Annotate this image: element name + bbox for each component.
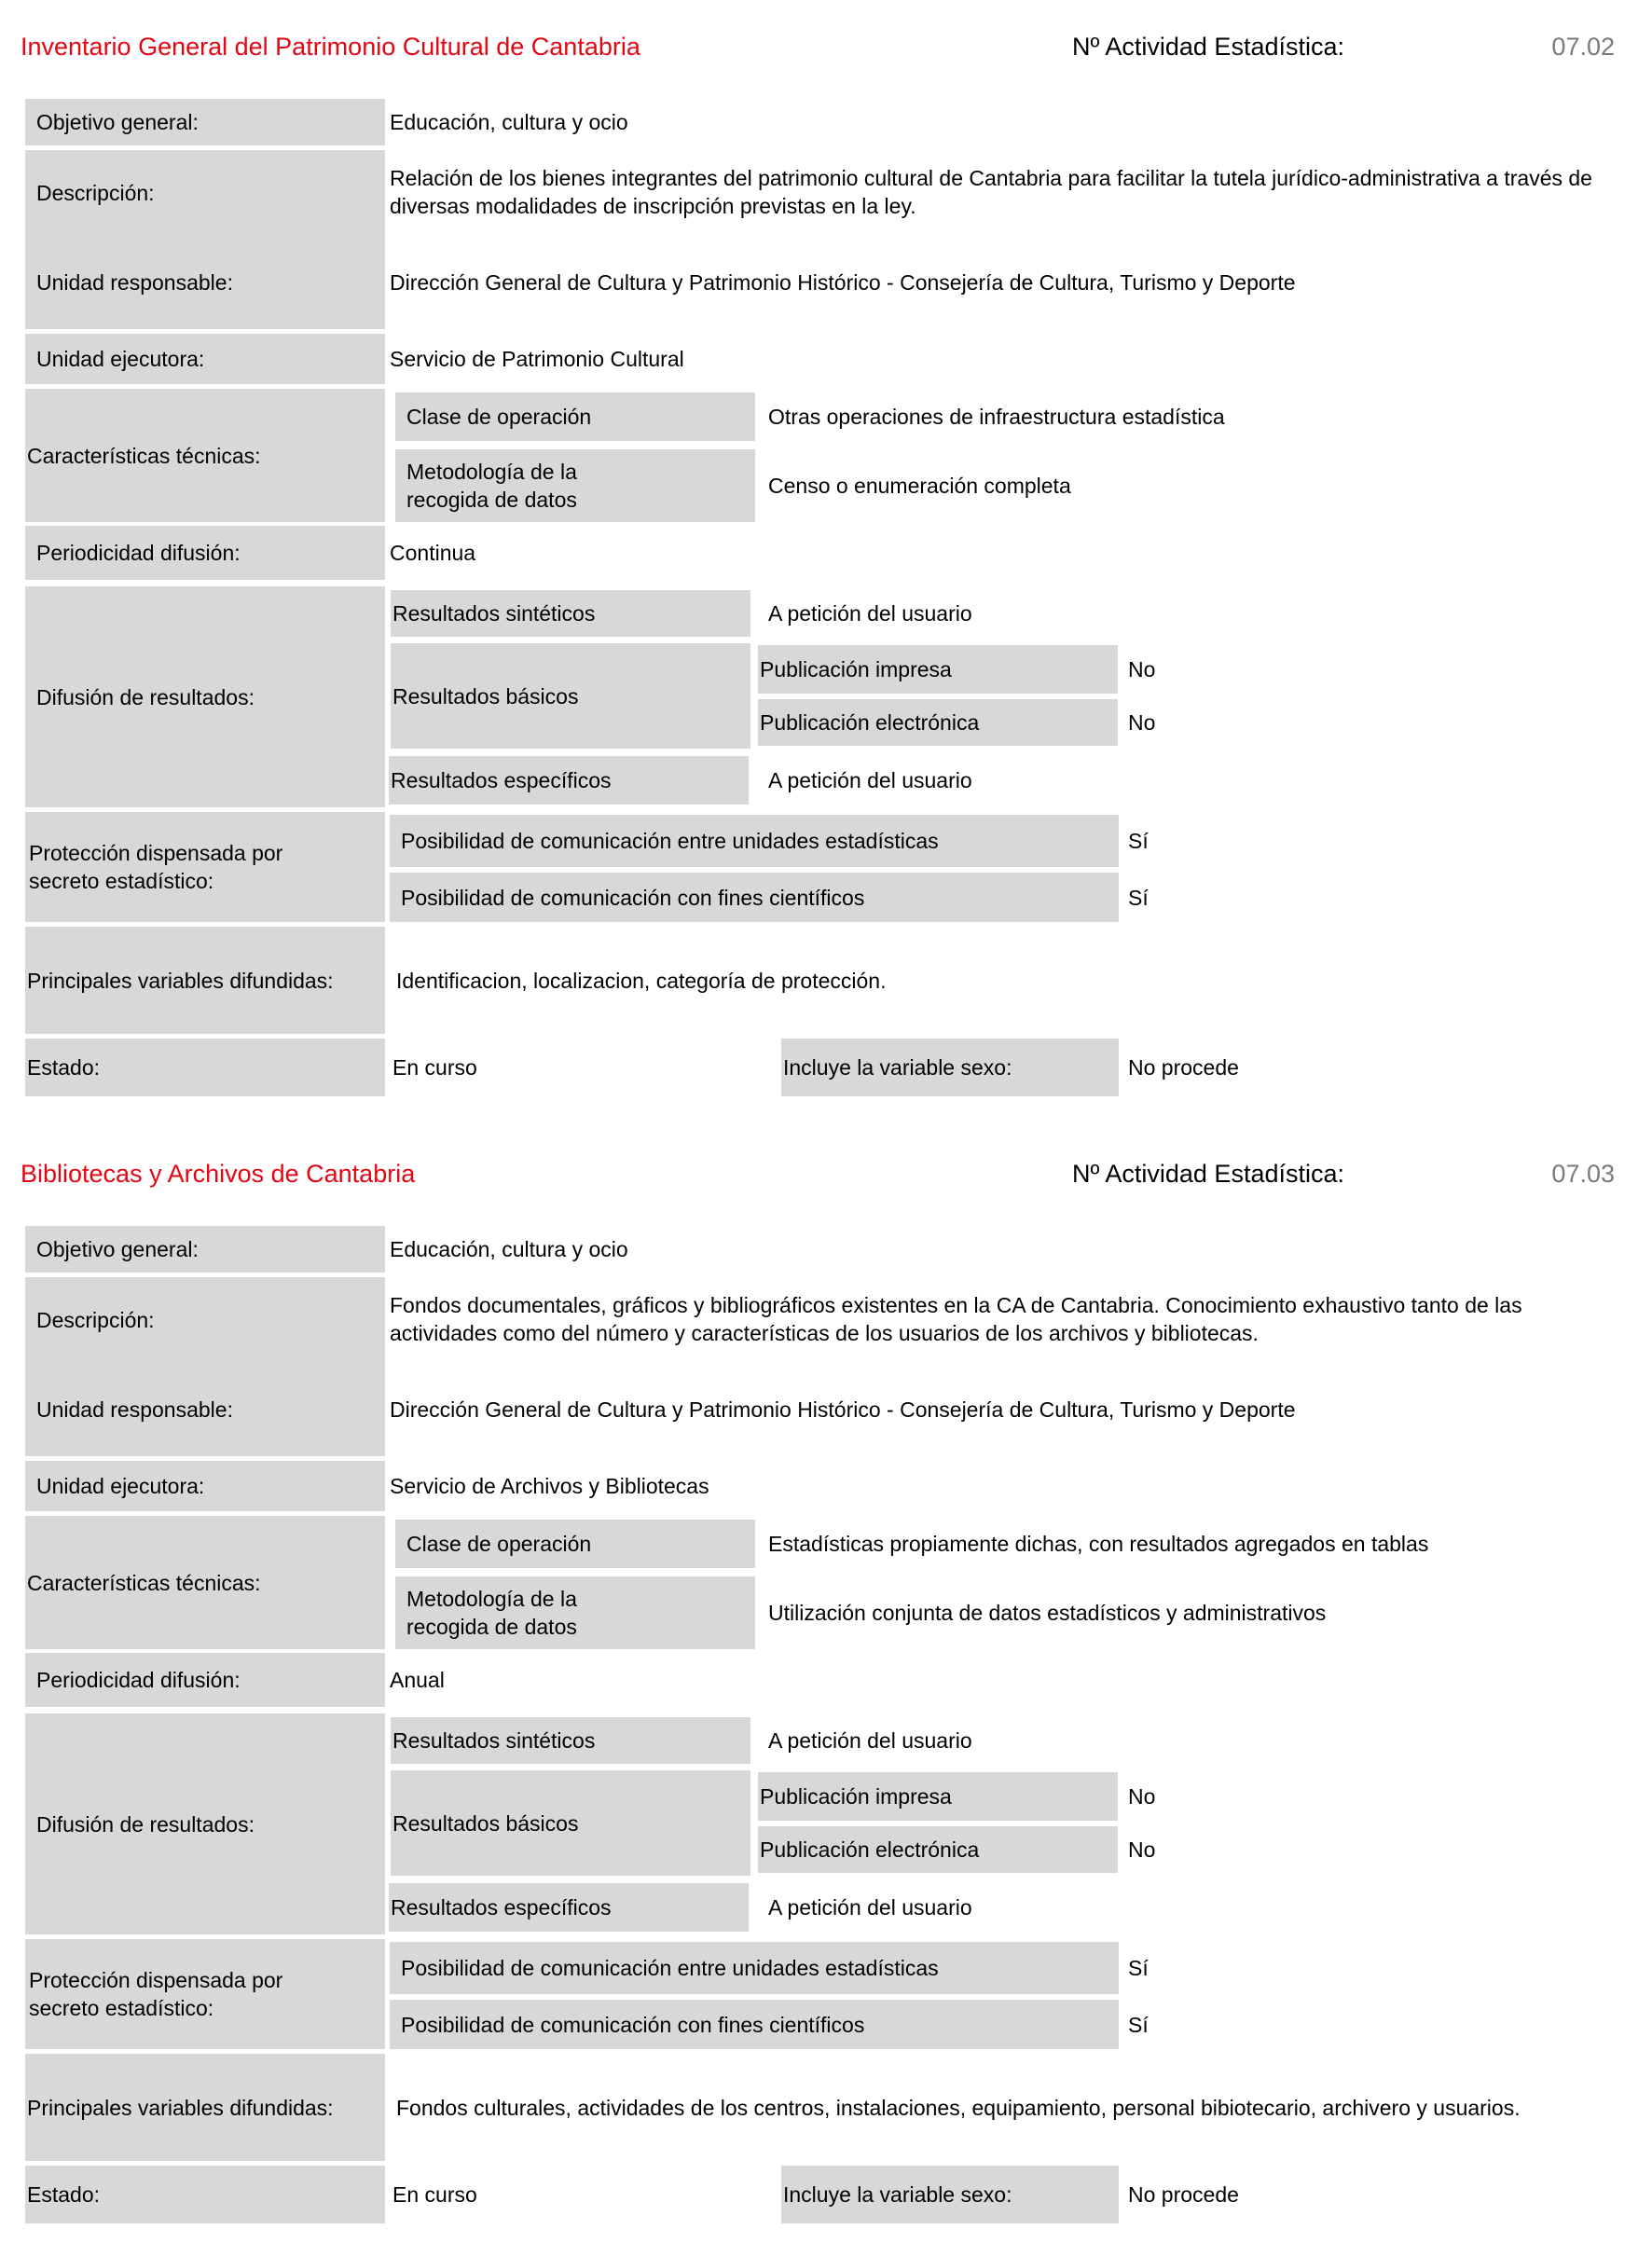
periodicidad-value: Anual bbox=[390, 1668, 445, 1692]
publicacion-electronica-label: Publicación electrónica bbox=[758, 699, 1118, 746]
difusion-label: Difusión de resultados: bbox=[25, 586, 385, 807]
comunicacion-unidades-label: Posibilidad de comunicación entre unidades estadísticas bbox=[390, 815, 1119, 867]
periodicidad-label: Periodicidad difusión: bbox=[25, 526, 385, 580]
descripcion-value: Fondos documentales, gráficos y bibliográficos existentes en la CA de Cantabria. Conocimiento exhaustivo tanto de las actividades como del número y características de los usuarios de los archivos y bibliotecas. bbox=[390, 1293, 1522, 1345]
resultados-sinteticos-label: Resultados sintéticos bbox=[391, 1717, 750, 1764]
metodologia-label: Metodología de la recogida de datos bbox=[395, 449, 755, 522]
variables-value: Identificacion, localizacion, categoría de protección. bbox=[396, 968, 887, 993]
sexo-value: No procede bbox=[1128, 2182, 1239, 2207]
record-title: Bibliotecas y Archivos de Cantabria bbox=[21, 1159, 416, 1188]
resultados-especificos-value: A petición del usuario bbox=[768, 1895, 972, 1920]
metodologia-value: Censo o enumeración completa bbox=[768, 474, 1071, 498]
record-section bbox=[0, 1127, 1652, 2246]
publicacion-impresa-label: Publicación impresa bbox=[758, 645, 1118, 694]
resultados-especificos-label: Resultados específicos bbox=[389, 1883, 749, 1932]
clase-operacion-label: Clase de operación bbox=[395, 1520, 755, 1568]
resultados-especificos-value: A petición del usuario bbox=[768, 768, 972, 792]
resultados-sinteticos-value: A petición del usuario bbox=[768, 601, 972, 626]
sexo-label: Incluye la variable sexo: bbox=[781, 2166, 1119, 2223]
resultados-especificos-label: Resultados específicos bbox=[389, 756, 749, 805]
unidad-ejecutora-value: Servicio de Archivos y Bibliotecas bbox=[390, 1474, 709, 1498]
objetivo-value: Educación, cultura y ocio bbox=[390, 110, 628, 134]
estado-value: En curso bbox=[392, 1055, 477, 1080]
comunicacion-cientificos-value: Sí bbox=[1128, 885, 1149, 910]
activity-label: Nº Actividad Estadística: bbox=[1072, 1159, 1344, 1188]
activity-label: Nº Actividad Estadística: bbox=[1072, 32, 1344, 61]
sexo-label: Incluye la variable sexo: bbox=[781, 1039, 1119, 1096]
metodologia-label: Metodología de la recogida de datos bbox=[395, 1576, 755, 1649]
variables-label: Principales variables difundidas: bbox=[25, 2054, 385, 2161]
unidad-responsable-value: Dirección General de Cultura y Patrimonio Histórico - Consejería de Cultura, Turismo y Deporte bbox=[390, 270, 1296, 295]
estado-label: Estado: bbox=[25, 2166, 385, 2223]
periodicidad-label: Periodicidad difusión: bbox=[25, 1653, 385, 1707]
proteccion-label: Protección dispensada por secreto estadístico: bbox=[25, 812, 385, 922]
publicacion-electronica-value: No bbox=[1128, 1837, 1156, 1862]
clase-operacion-value: Otras operaciones de infraestructura estadística bbox=[768, 405, 1225, 429]
record-title: Inventario General del Patrimonio Cultural de Cantabria bbox=[21, 32, 640, 61]
objetivo-label: Objetivo general: bbox=[25, 1226, 385, 1273]
resultados-basicos-label: Resultados básicos bbox=[391, 1770, 750, 1876]
resultados-sinteticos-value: A petición del usuario bbox=[768, 1728, 972, 1753]
comunicacion-unidades-value: Sí bbox=[1128, 1956, 1149, 1980]
unidad-ejecutora-label: Unidad ejecutora: bbox=[25, 1461, 385, 1511]
unidad-responsable-value: Dirección General de Cultura y Patrimonio Histórico - Consejería de Cultura, Turismo y Deporte bbox=[390, 1397, 1296, 1422]
descripcion-label: Descripción: bbox=[36, 181, 155, 205]
resultados-sinteticos-label: Resultados sintéticos bbox=[391, 590, 750, 637]
difusion-label: Difusión de resultados: bbox=[25, 1713, 385, 1934]
sexo-value: No procede bbox=[1128, 1055, 1239, 1080]
descripcion-label: Descripción: bbox=[36, 1308, 155, 1332]
descripcion-value: Relación de los bienes integrantes del patrimonio cultural de Cantabria para facilitar la tutela jurídico-administrativa a través de diversas modalidades de inscripción previstas en la ley. bbox=[390, 166, 1592, 218]
publicacion-electronica-value: No bbox=[1128, 710, 1156, 735]
publicacion-electronica-label: Publicación electrónica bbox=[758, 1826, 1118, 1873]
objetivo-label: Objetivo general: bbox=[25, 99, 385, 145]
publicacion-impresa-value: No bbox=[1128, 1784, 1156, 1809]
caracteristicas-label: Características técnicas: bbox=[25, 1516, 385, 1649]
record-section bbox=[0, 0, 1652, 1119]
objetivo-value: Educación, cultura y ocio bbox=[390, 1237, 628, 1261]
unidad-ejecutora-label: Unidad ejecutora: bbox=[25, 334, 385, 384]
proteccion-label: Protección dispensada por secreto estadístico: bbox=[25, 1939, 385, 2049]
activity-number: 07.03 bbox=[1551, 1159, 1615, 1188]
publicacion-impresa-value: No bbox=[1128, 657, 1156, 681]
estado-label: Estado: bbox=[25, 1039, 385, 1096]
caracteristicas-label: Características técnicas: bbox=[25, 389, 385, 522]
unidad-responsable-label: Unidad responsable: bbox=[36, 270, 233, 295]
clase-operacion-label: Clase de operación bbox=[395, 392, 755, 441]
comunicacion-cientificos-label: Posibilidad de comunicación con fines científicos bbox=[390, 873, 1119, 922]
variables-value: Fondos culturales, actividades de los centros, instalaciones, equipamiento, personal bibiotecario, archivero y usuarios. bbox=[396, 2095, 1521, 2120]
comunicacion-cientificos-value: Sí bbox=[1128, 2012, 1149, 2037]
activity-number: 07.02 bbox=[1551, 32, 1615, 61]
periodicidad-value: Continua bbox=[390, 541, 476, 565]
comunicacion-unidades-value: Sí bbox=[1128, 829, 1149, 853]
comunicacion-unidades-label: Posibilidad de comunicación entre unidades estadísticas bbox=[390, 1942, 1119, 1994]
unidad-responsable-label: Unidad responsable: bbox=[36, 1397, 233, 1422]
resultados-basicos-label: Resultados básicos bbox=[391, 643, 750, 749]
unidad-ejecutora-value: Servicio de Patrimonio Cultural bbox=[390, 347, 684, 371]
estado-value: En curso bbox=[392, 2182, 477, 2207]
comunicacion-cientificos-label: Posibilidad de comunicación con fines científicos bbox=[390, 2000, 1119, 2049]
metodologia-value: Utilización conjunta de datos estadísticos y administrativos bbox=[768, 1601, 1327, 1625]
clase-operacion-value: Estadísticas propiamente dichas, con resultados agregados en tablas bbox=[768, 1532, 1429, 1556]
variables-label: Principales variables difundidas: bbox=[25, 927, 385, 1034]
publicacion-impresa-label: Publicación impresa bbox=[758, 1772, 1118, 1821]
